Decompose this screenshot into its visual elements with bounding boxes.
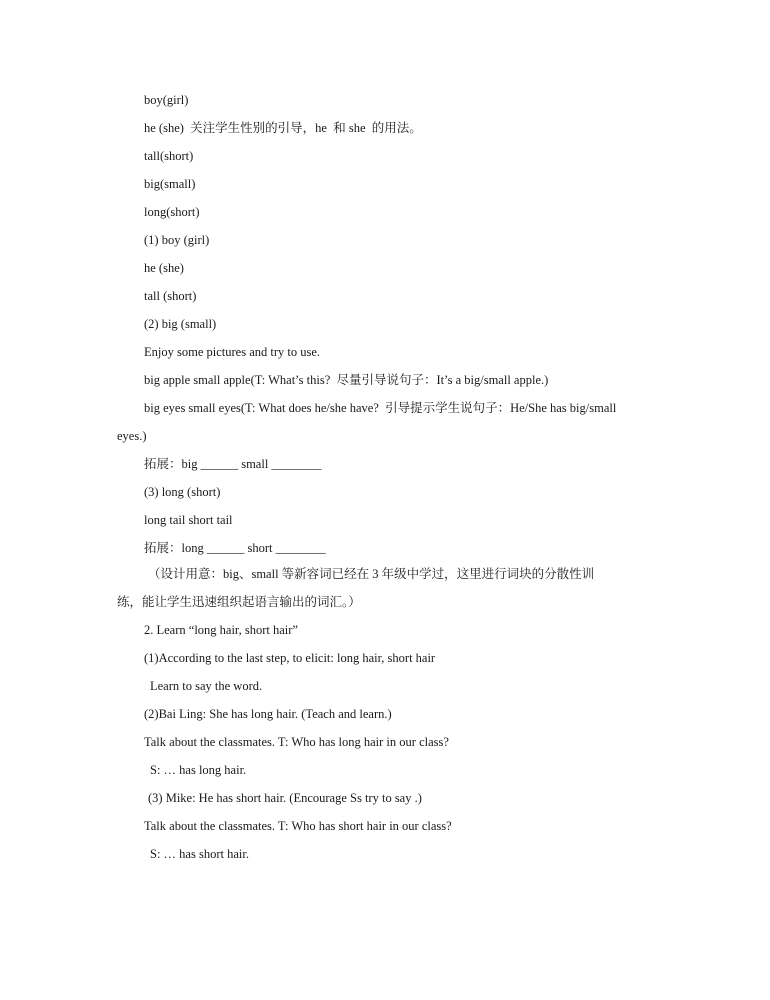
text-line: (3) long (short) <box>144 485 221 499</box>
text-line: Enjoy some pictures and try to use. <box>144 345 321 359</box>
text-line: Learn to say the word. <box>150 679 263 693</box>
text-line: big apple small apple(T: What’s this? 尽量引导说句子：It’s a big/small apple.) <box>144 373 549 387</box>
text-line: (2) big (small) <box>144 317 217 331</box>
text-line: (1)According to the last step, to elicit: long hair, short hair <box>144 651 436 665</box>
text-line: Talk about the classmates. T: Who has long hair in our class? <box>144 735 449 749</box>
text-line: 拓展：long ______ short ________ <box>144 541 326 555</box>
text-line: Talk about the classmates. T: Who has short hair in our class? <box>144 819 452 833</box>
text-line: eyes.) <box>117 429 147 443</box>
text-line: （设计用意：big、small 等新容词已经在 3 年级中学过，这里进行词块的分散性训 <box>148 567 595 581</box>
text-line: big(small) <box>144 177 196 191</box>
text-line: long tail short tail <box>144 513 233 527</box>
text-line: boy(girl) <box>144 93 189 107</box>
text-line: (3) Mike: He has short hair. (Encourage Ss try to say .) <box>148 791 422 805</box>
text-line: big eyes small eyes(T: What does he/she have? 引导提示学生说句子：He/She has big/small <box>144 401 617 415</box>
text-line: (2)Bai Ling: She has long hair. (Teach and learn.) <box>144 707 392 721</box>
text-line: 练，能让学生迅速组织起语言输出的词汇。） <box>117 595 361 609</box>
text-line: he (she) <box>144 261 184 275</box>
text-line: tall (short) <box>144 289 197 303</box>
text-line: tall(short) <box>144 149 194 163</box>
text-line: he (she) 关注学生性别的引导，he 和 she 的用法。 <box>144 121 422 135</box>
text-line: 拓展：big ______ small ________ <box>144 457 322 471</box>
text-line: S: … has short hair. <box>150 847 249 861</box>
text-line: 2. Learn “long hair, short hair” <box>144 623 298 637</box>
text-line: (1) boy (girl) <box>144 233 210 247</box>
text-line: S: … has long hair. <box>150 763 247 777</box>
text-line: long(short) <box>144 205 200 219</box>
